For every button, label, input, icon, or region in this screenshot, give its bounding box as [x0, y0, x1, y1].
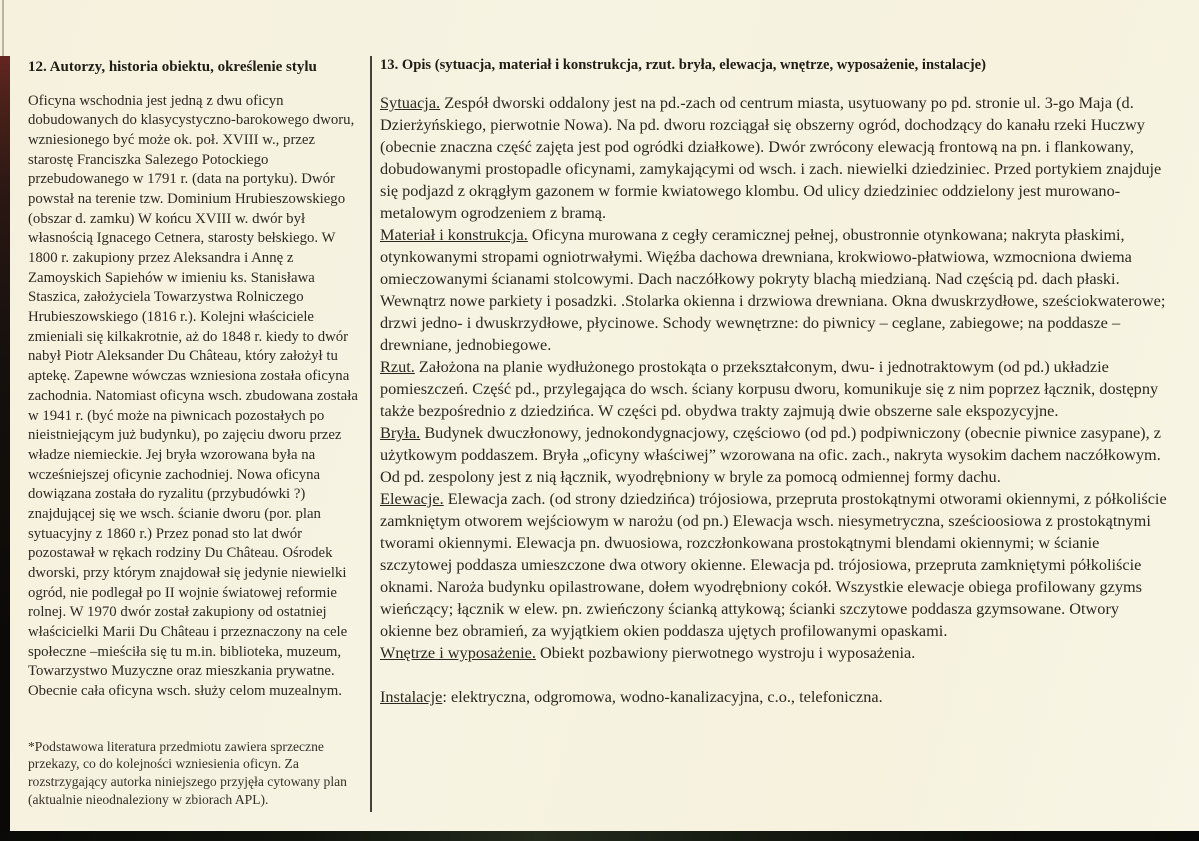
- description-section-bryla: [380, 422, 1169, 488]
- section-label-elewacje: Elewacje.: [380, 489, 444, 509]
- section-text-material-i-konstrukcja: Oficyna murowana z cegły ceramicznej pełnej, obustronnie otynkowana; nakryta płaskimi, otynkowanymi stropami ogniotrwałymi. Więźba dachowa drewniana, krokwiowo-płatwiowa, wzmocniona dwiema omieczowanymi ścianami stolcowymi. Dach naczółkowy pokryty blachą miedzianą. Nad częścią pd. dach płaski. Wewnątrz nowe parkiety i posadzki. .Stolarka okienna i drzwiowa drewniana. Okna dwuskrzydłowe, sześciokwaterowe; drzwi jedno- i dwuskrzydłowe, płycinowe. Schody wewnętrzne: do piwnicy – ceglane, zabiegowe; na poddasze – drewniane, jednobiegowe.: [380, 225, 1166, 355]
- section-text-elewacje: Elewacja zach. (od strony dziedzińca) trójosiowa, przepruta prostokątnymi otworami okiennymi, z półkoliście zamkniętym otworem wejściowym w narożu (od pn.) Elewacja wsch. niesymetryczna, sześcioosiowa z prostokątnymi tworami okiennymi. Elewacja pn. dwuosiowa, rozczłonkowana prostokątnymi blendami okiennymi; w ścianie szczytowej poddasza umieszczone dwa otwory okienne. Elewacja pd. trójosiowa, przepruta zamkniętymi półkoliście oknami. Naroża budynku opilastrowane, dołem wyodrębniony cokół. Wszystkie elewacje obiega profilowany gzyms wieńczący; łącznik w elew. pn. zwieńczony ścianką attykową; ścianki szczytowe poddasza gzymsowane. Otwory okienne bez obramień, za wyjątkiem okien poddasza ujętych profilowanymi opaskami.: [380, 489, 1167, 641]
- section-12-column: [0, 0, 370, 841]
- section-12-heading: 12. Autorzy, historia obiektu, określenie stylu: [28, 59, 317, 75]
- section-12-body: Oficyna wschodnia jest jedną z dwu oficyn dobudowanych do klasycystyczno-barokowego dworu, wzniesionego być może ok. poł. XVIII w., przez starostę Franciszka Salezego Potockiego przebudowanego w 1791 r. (data na portyku). Dwór powstał na terenie tzw. Dominium Hrubieszowskiego (obszar d. zamku) W końcu XVIII w. dwór był własnością Ignacego Cetnera, starosty bełskiego. W 1800 r. zakupiony przez Aleksandra i Annę z Zamoyskich Sapiehów w imieniu ks. Stanisława Staszica, założyciela Towarzystwa Rolniczego Hrubieszowskiego (1816 r.). Kolejni właściciele zmieniali się kilkakrotnie, aż do 1848 r. kiedy to dwór nabył Piotr Aleksander Du Château, który założył tu aptekę. Zapewne wówczas wzniesiona została oficyna zachodnia. Natomiast oficyna wsch. zbudowana została w 1941 r. (być może na piwnicach pozostałych po nieistniejącym już budynku), po zajęciu dworu przez władze niemieckie. Jej bryła wzorowana była na wcześniejszej oficynie zachodniej. Nowa oficyna dowiązana została do ryzalitu (przybudówki ?) znajdującej się we wsch. ścianie dworu (por. plan sytuacyjny z 1860 r.) Przez ponad sto lat dwór pozostawał w rękach rodziny Du Château. Ośrodek dworski, przy którym znajdował się jedynie niewielki ogród, nie podlegał po II wojnie światowej reformie rolnej. W 1970 dwór został zakupiony od ostatniej właścicielki Marii Du Château i przeznaczony na cele społeczne –mieściła się tu m.in. biblioteka, muzeum, Towarzystwo Muzyczne oraz mieszkania prywatne. Obecnie cała oficyna wsch. służy celom muzealnym.: [28, 92, 358, 699]
- description-section-elewacje: [380, 488, 1169, 642]
- scan-edge-artifact-left: [0, 56, 10, 832]
- section-13-heading: 13. Opis (sytuacja, materiał i konstrukcja, rzut. bryła, elewacja, wnętrze, wyposażenie, instalacje): [380, 57, 986, 73]
- section-label-sytuacja: Sytuacja.: [380, 93, 441, 113]
- section-text-bryla: Budynek dwuczłonowy, jednokondygnacjowy, częściowo (od pd.) podpiwniczony (obecnie piwnice zasypane), z użytkowym poddaszem. Bryła „oficyny właściwej” wzorowana na ofic. zach., nakryta wysokim dachem naczółkowym. Od pd. zespolony jest z nią łącznik, wyodrębniony w bryle za pomocą odmiennej formy dachu.: [380, 423, 1161, 487]
- section-text-wnetrze-i-wyposazenie: Obiekt pozbawiony pierwotnego wystroju i wyposażenia.: [535, 643, 916, 663]
- description-section-material-i-konstrukcja: [380, 224, 1169, 356]
- description-section-rzut: [380, 356, 1169, 422]
- section-label-instalacje: Instalacje: [380, 687, 443, 707]
- scan-edge-artifact-bottom: [0, 831, 1199, 841]
- section-text-sytuacja: Zespół dworski oddalony jest na pd.-zach od centrum miasta, usytuowany po pd. stronie ul. 3-go Maja (d. Dzierżyńskiego, pierwotnie Nowa). Na pd. dworu rozciągał się obszerny ogród, dochodzący do kanału rzeki Huczwy (obecnie znaczna część zajęta jest pod ogródki działkowe). Dwór zwrócony elewacją frontową na pn. i flankowany, dobudowanymi prostopadle oficynami, zamykającymi od wsch. i zach. niewielki dziedziniec. Przed portykiem znajduje się podjazd z okrągłym gazonem w formie kwiatowego klombu. Od ulicy dziedziniec oddzielony jest murowano-metalowym ogrodzeniem z bramą.: [380, 93, 1162, 223]
- scan-edge-artifact-left-top: [2, 0, 4, 58]
- section-label-wnetrze-i-wyposazenie: Wnętrze i wyposażenie.: [380, 643, 536, 663]
- section-13-column: [372, 0, 1199, 841]
- section-text-instalacje: : elektryczna, odgromowa, wodno-kanalizacyjna, c.o., telefoniczna.: [442, 687, 883, 707]
- section-label-rzut: Rzut.: [380, 357, 415, 377]
- section-label-material-i-konstrukcja: Materiał i konstrukcja.: [380, 225, 528, 245]
- description-section-sytuacja: [380, 92, 1169, 224]
- description-section-instalacje: [380, 686, 1169, 708]
- section-text-rzut: Założona na planie wydłużonego prostokąta o przekształconym, dwu- i jednotraktowym (od pd.) układzie pomieszczeń. Część pd., przylegająca do wsch. ściany korpusu dworu, komunikuje się z nim poprzez łącznik, dostępny także bezpośrednio z dziedzińca. W części pd. obydwa trakty zajmują dwie obszerne sale ekspozycyjne.: [380, 357, 1159, 421]
- section-label-bryla: Bryła.: [380, 423, 421, 443]
- description-section-wnetrze-i-wyposazenie: [380, 642, 1169, 664]
- section-12-footnote: *Podstawowa literatura przedmiotu zawiera sprzeczne przekazy, co do kolejności wzniesienia oficyn. Za rozstrzygający autorka niniejszego przyjęła cytowany plan (aktualnie nieodnaleziony w zbiorach APL).: [28, 738, 347, 807]
